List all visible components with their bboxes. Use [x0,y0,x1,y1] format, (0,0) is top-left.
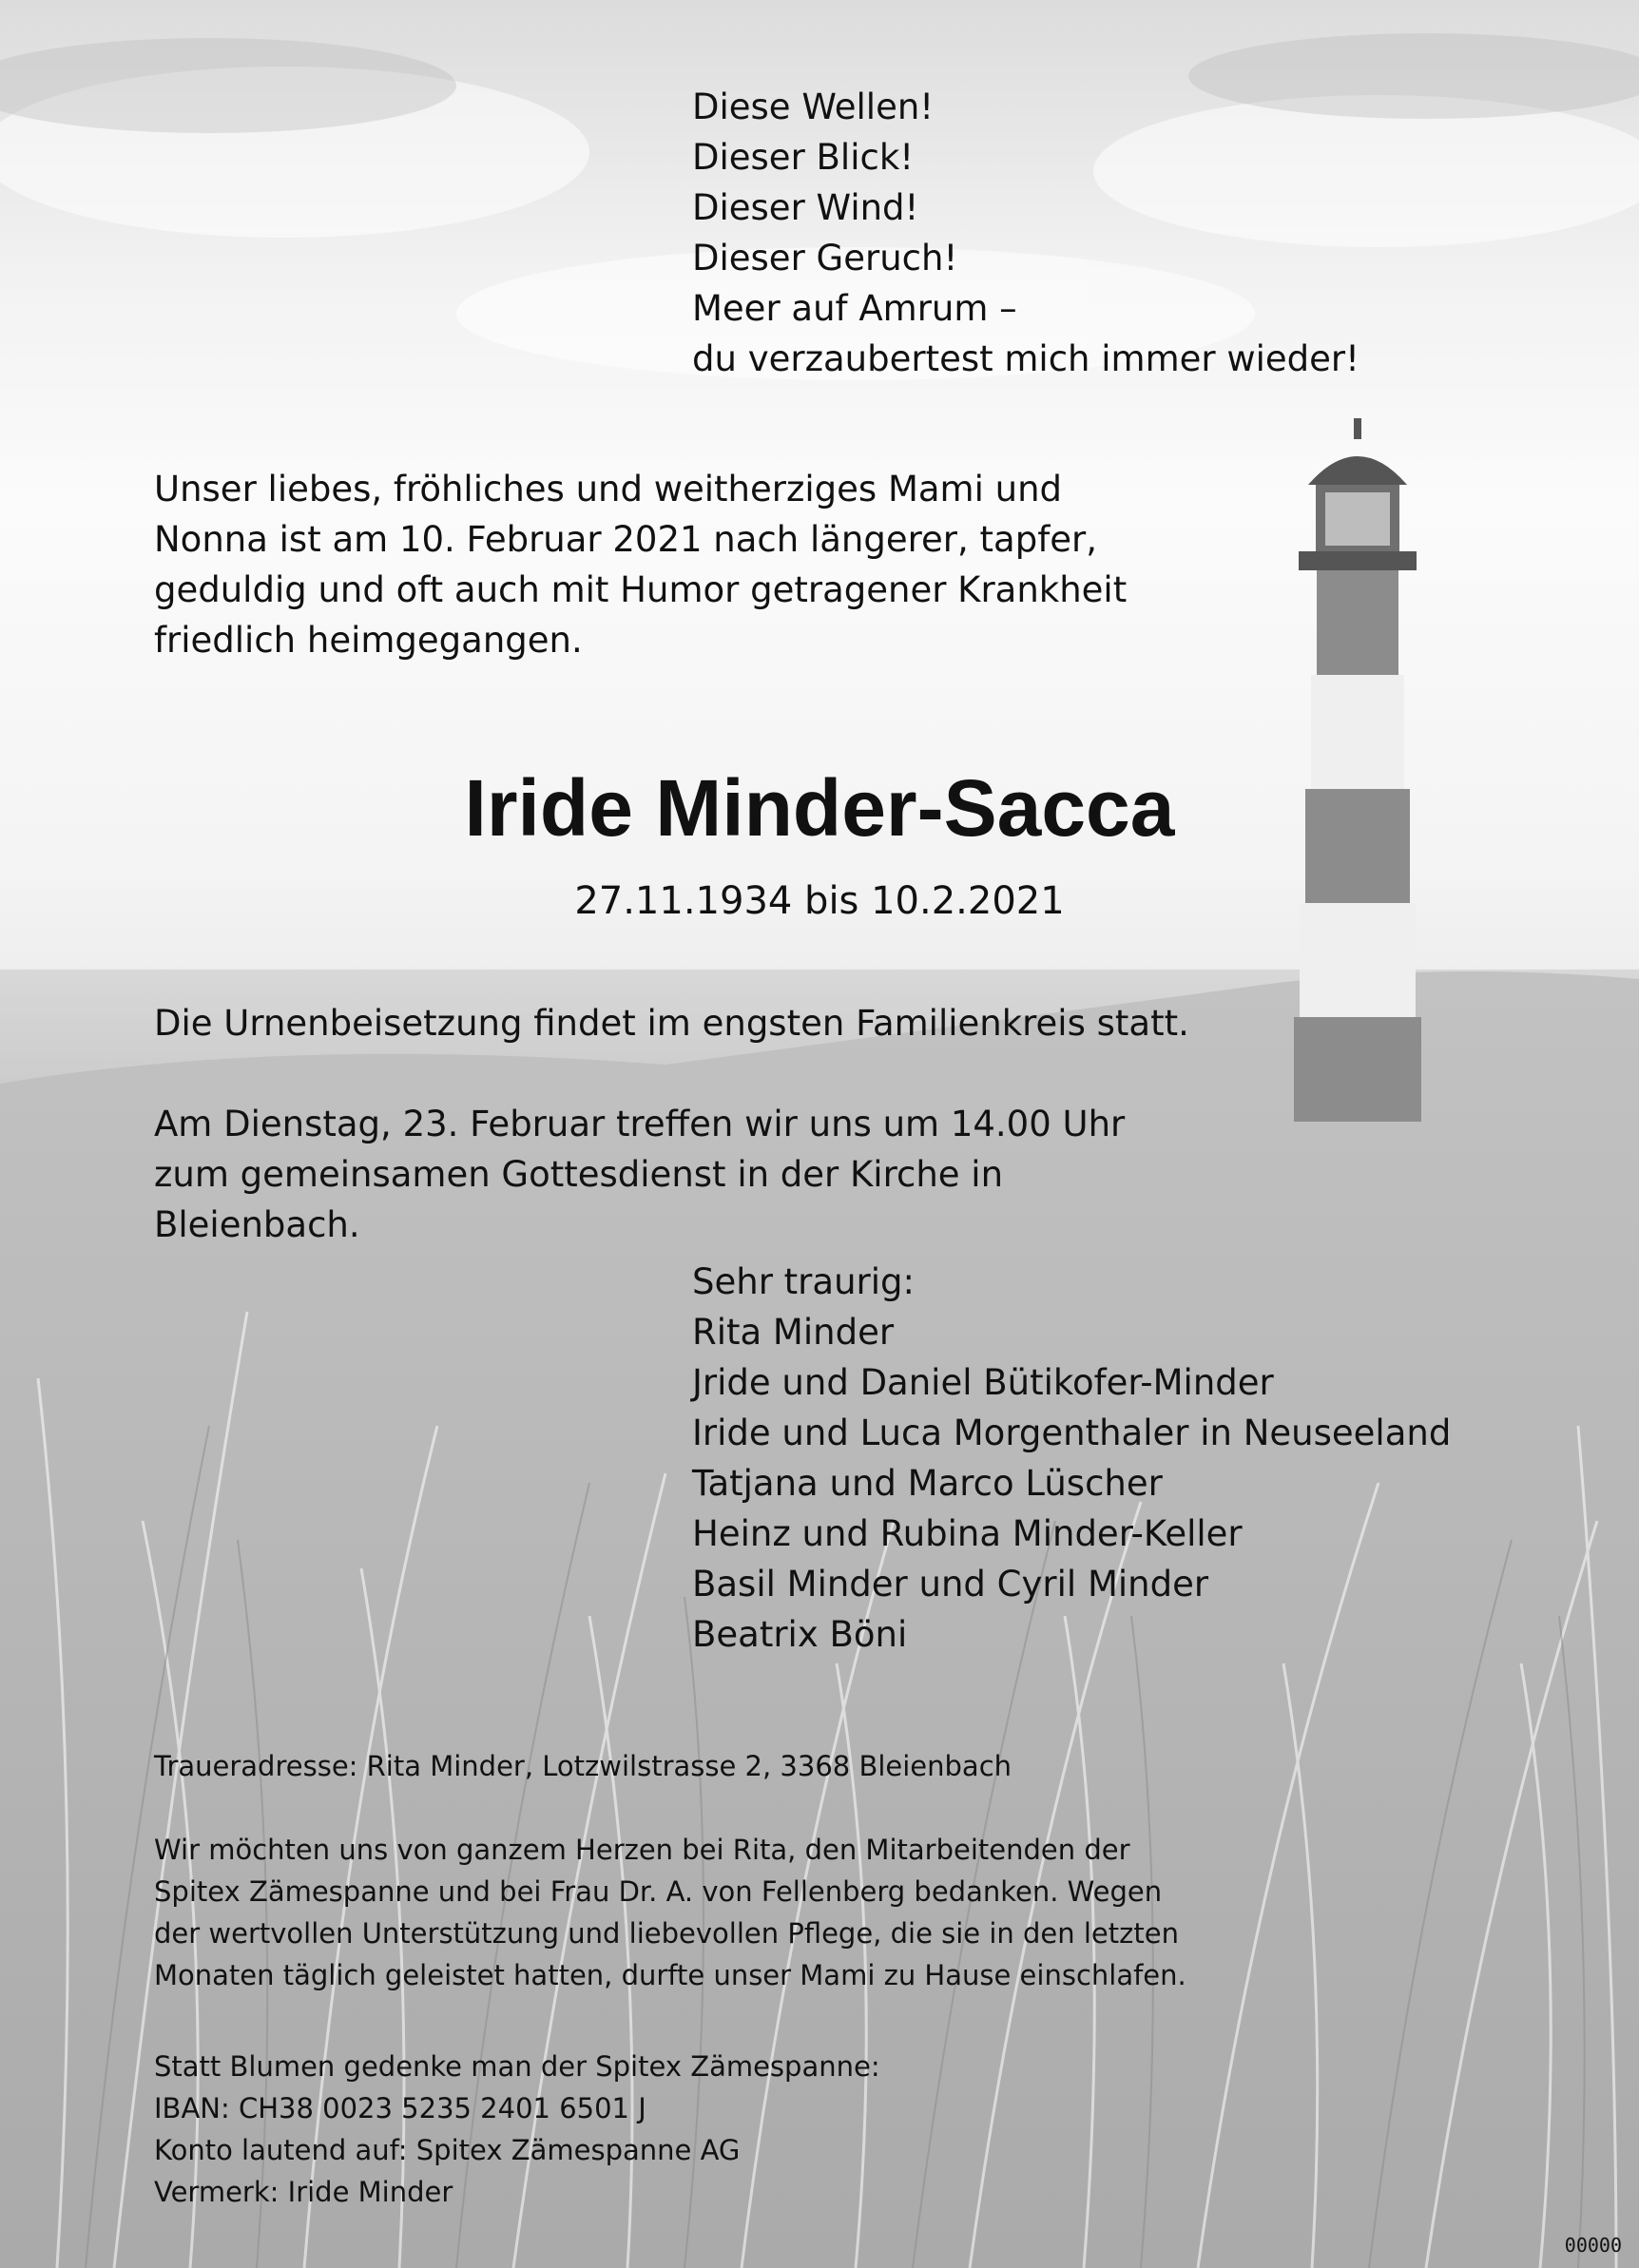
poem-line: du verzaubertest mich immer wieder! [692,338,1359,379]
thanks-line: Monaten täglich geleistet hatten, durfte unser Mami zu Hause einschlafen. [154,1959,1186,1991]
service-notice [154,1099,1125,1250]
mourner-name: Beatrix Böni [692,1614,908,1655]
donation-info [154,2046,880,2213]
poem-line: Meer auf Amrum – [692,288,1017,329]
announcement-line: Nonna ist am 10. Februar 2021 nach längerer, tapfer, [154,519,1097,560]
poem-line: Diese Wellen! [692,86,935,127]
service-line: zum gemeinsamen Gottesdienst in der Kirche in [154,1154,1004,1195]
donation-line: IBAN: CH38 0023 5235 2401 6501 J [154,2092,646,2124]
announcement-line: geduldig und oft auch mit Humor getragener Krankheit [154,569,1128,610]
life-dates: 27.11.1934 bis 10.2.2021 [574,879,1065,923]
thanks-line: Spitex Zämespanne und bei Frau Dr. A. von Fellenberg bedanken. Wegen [154,1875,1163,1908]
mourner-name: Heinz und Rubina Minder-Keller [692,1513,1243,1554]
deceased-name: Iride Minder-Sacca [464,763,1175,853]
announcement-line: Unser liebes, fröhliches und weitherziges Mami und [154,469,1063,509]
service-line: Am Dienstag, 23. Februar treffen wir uns um 14.00 Uhr [154,1104,1126,1144]
donation-line: Konto lautend auf: Spitex Zämespanne AG [154,2134,741,2166]
poem-line: Dieser Wind! [692,187,919,228]
donation-line: Vermerk: Iride Minder [154,2176,453,2208]
mourner-name: Basil Minder und Cyril Minder [692,1564,1209,1605]
thanks-paragraph [154,1829,1186,1996]
poem-line: Dieser Blick! [692,137,915,178]
mourners-list [692,1257,1451,1660]
announcement-line: friedlich heimgegangen. [154,620,583,661]
poem-line: Dieser Geruch! [692,238,958,279]
mourner-name: Iride und Luca Morgenthaler in Neuseeland [692,1413,1452,1453]
mourner-name: Rita Minder [692,1312,895,1353]
poem [692,82,1359,384]
mourners-heading: Sehr traurig: [692,1261,915,1302]
thanks-line: Wir möchten uns von ganzem Herzen bei Rita, den Mitarbeitenden der [154,1834,1130,1866]
thanks-line: der wertvollen Unterstützung und liebevollen Pflege, die sie in den letzten [154,1917,1179,1950]
mourning-address: Traueradresse: Rita Minder, Lotzwilstrasse 2, 3368 Bleienbach [154,1750,1012,1782]
ad-number: 00000 [1564,2234,1622,2257]
mourner-name: Tatjana und Marco Lüscher [692,1463,1163,1504]
announcement [154,464,1200,665]
mourner-name: Jride und Daniel Bütikofer-Minder [692,1362,1274,1403]
burial-notice: Die Urnenbeisetzung findet im engsten Familienkreis statt. [154,1003,1189,1044]
donation-line: Statt Blumen gedenke man der Spitex Zämespanne: [154,2050,880,2083]
service-line: Bleienbach. [154,1204,360,1245]
